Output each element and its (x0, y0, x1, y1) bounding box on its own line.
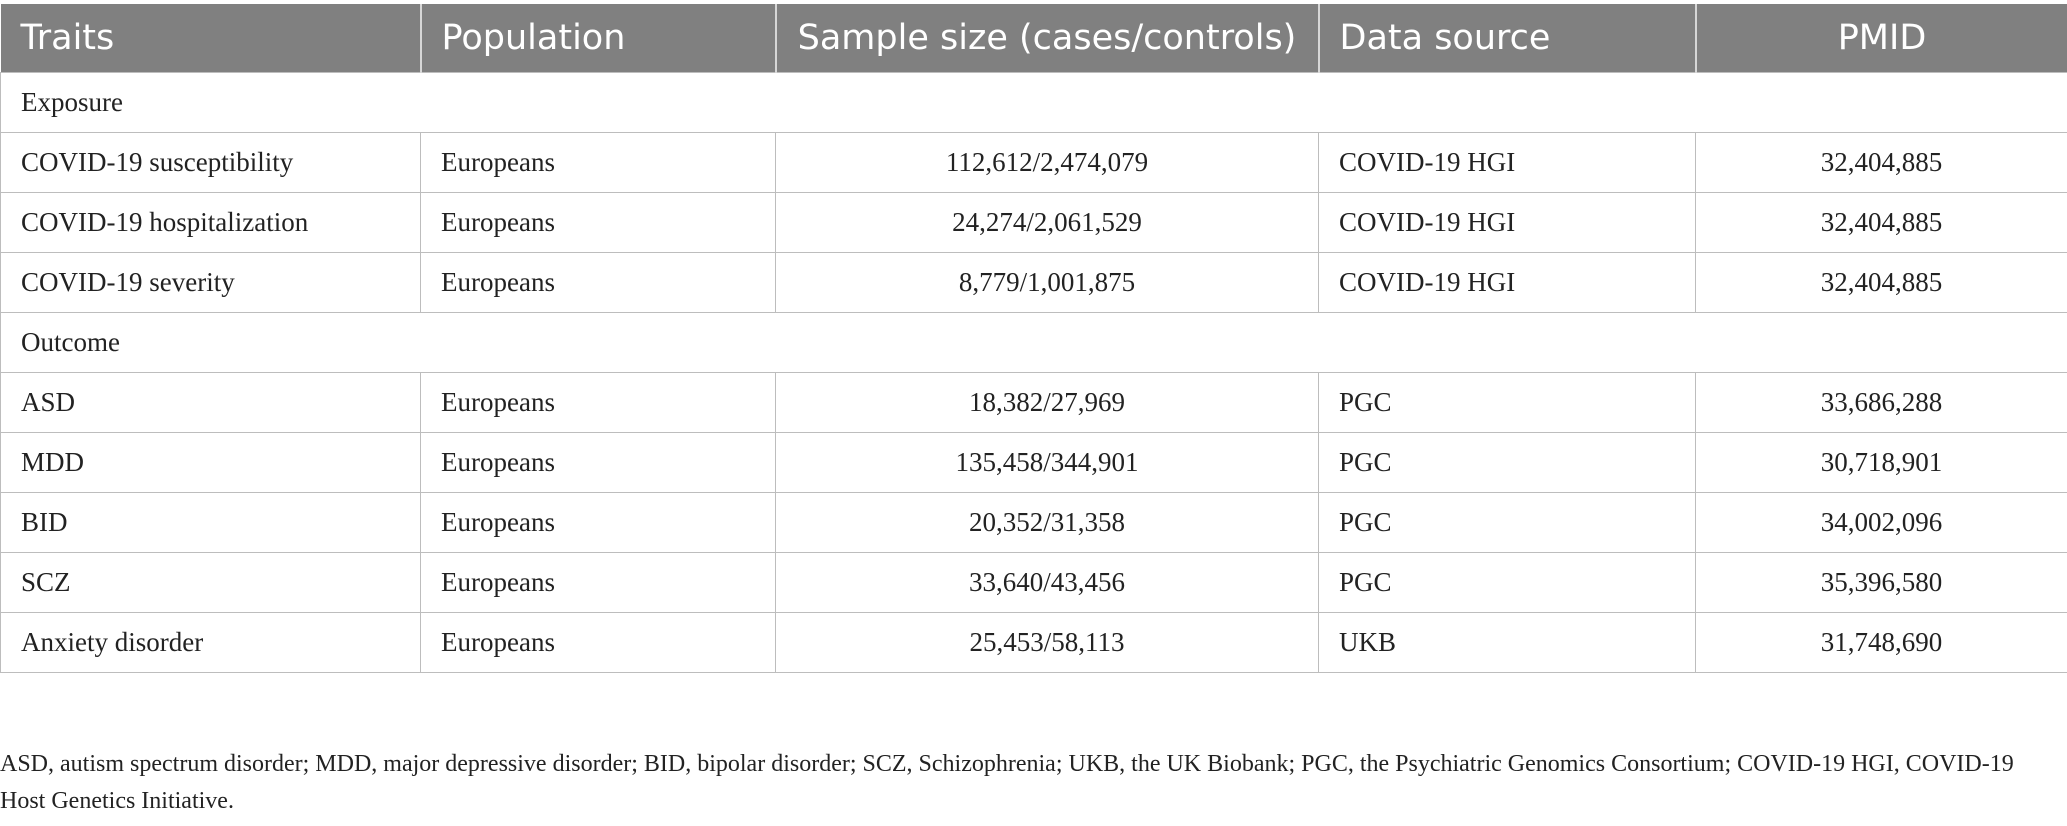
cell-population: Europeans (421, 373, 776, 433)
table-row (1, 373, 2067, 433)
cell-trait: Anxiety disorder (1, 613, 421, 673)
cell-population: Europeans (421, 613, 776, 673)
cell-pmid: 32,404,885 (1696, 133, 2067, 193)
cell-trait: MDD (1, 433, 421, 493)
table-row (1, 193, 2067, 253)
cell-pmid: 32,404,885 (1696, 253, 2067, 313)
cell-trait: COVID-19 hospitalization (1, 193, 421, 253)
cell-data-source: COVID-19 HGI (1319, 253, 1696, 313)
cell-trait: BID (1, 493, 421, 553)
cell-trait: SCZ (1, 553, 421, 613)
cell-trait: ASD (1, 373, 421, 433)
table-row (1, 253, 2067, 313)
cell-sample-size: 24,274/2,061,529 (776, 193, 1319, 253)
cell-pmid: 34,002,096 (1696, 493, 2067, 553)
table-row (1, 133, 2067, 193)
header-row (1, 4, 2067, 73)
header-population: Population (421, 4, 776, 73)
cell-trait: COVID-19 susceptibility (1, 133, 421, 193)
cell-population: Europeans (421, 133, 776, 193)
section-label: Exposure (1, 73, 2067, 133)
data-table (0, 4, 2067, 673)
table-row (1, 553, 2067, 613)
table-row (1, 613, 2067, 673)
table-row (1, 493, 2067, 553)
cell-population: Europeans (421, 433, 776, 493)
header-pmid: PMID (1696, 4, 2067, 73)
section-label: Outcome (1, 313, 2067, 373)
cell-data-source: PGC (1319, 493, 1696, 553)
cell-data-source: UKB (1319, 613, 1696, 673)
cell-sample-size: 135,458/344,901 (776, 433, 1319, 493)
data-table-container (0, 4, 2067, 673)
cell-sample-size: 20,352/31,358 (776, 493, 1319, 553)
section-row-outcome (1, 313, 2067, 373)
cell-sample-size: 25,453/58,113 (776, 613, 1319, 673)
cell-trait: COVID-19 severity (1, 253, 421, 313)
cell-sample-size: 8,779/1,001,875 (776, 253, 1319, 313)
cell-sample-size: 18,382/27,969 (776, 373, 1319, 433)
cell-sample-size: 33,640/43,456 (776, 553, 1319, 613)
cell-pmid: 35,396,580 (1696, 553, 2067, 613)
cell-pmid: 32,404,885 (1696, 193, 2067, 253)
header-sample-size: Sample size (cases/controls) (776, 4, 1319, 73)
cell-data-source: PGC (1319, 433, 1696, 493)
cell-data-source: PGC (1319, 373, 1696, 433)
header-data-source: Data source (1319, 4, 1696, 73)
cell-population: Europeans (421, 553, 776, 613)
cell-data-source: COVID-19 HGI (1319, 193, 1696, 253)
cell-population: Europeans (421, 193, 776, 253)
section-row-exposure (1, 73, 2067, 133)
cell-pmid: 31,748,690 (1696, 613, 2067, 673)
table-footnote: ASD, autism spectrum disorder; MDD, major depressive disorder; BID, bipolar disorder; SCZ, Schizophrenia; UKB, the UK Biobank; PGC, the Psychiatric Genomics Consortium; COVID-19 HGI, COVID-19 Host Genetics Initiative. (0, 751, 2014, 814)
cell-sample-size: 112,612/2,474,079 (776, 133, 1319, 193)
table-row (1, 433, 2067, 493)
cell-population: Europeans (421, 493, 776, 553)
header-traits: Traits (1, 4, 421, 73)
cell-pmid: 30,718,901 (1696, 433, 2067, 493)
cell-data-source: COVID-19 HGI (1319, 133, 1696, 193)
cell-pmid: 33,686,288 (1696, 373, 2067, 433)
cell-population: Europeans (421, 253, 776, 313)
cell-data-source: PGC (1319, 553, 1696, 613)
